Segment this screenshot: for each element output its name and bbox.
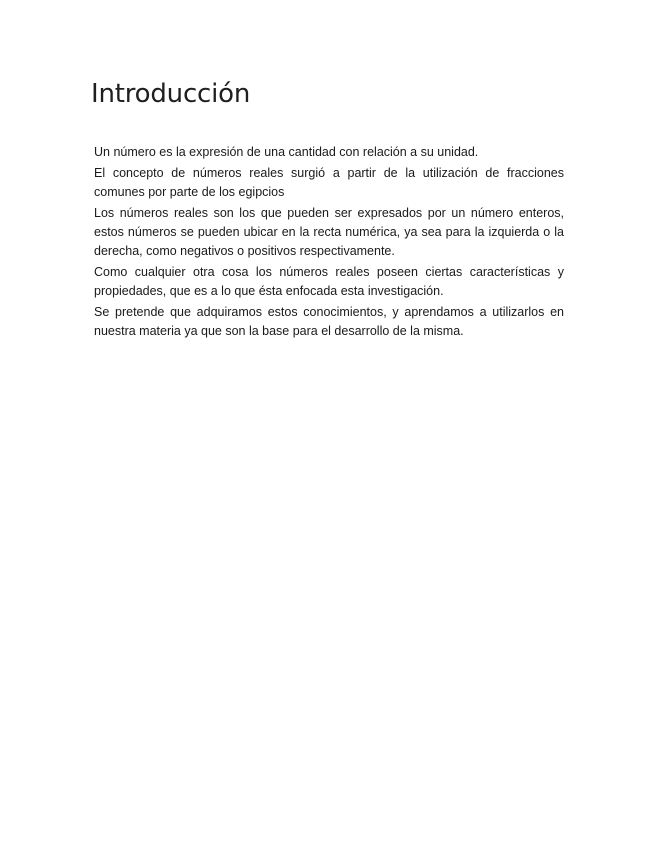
paragraph-4: Como cualquier otra cosa los números reales poseen ciertas características y propiedades, que es a lo que ésta enfocada esta investigación. xyxy=(94,265,564,298)
document-body xyxy=(94,143,564,343)
page-title: Introducción xyxy=(91,79,251,109)
paragraph-3: Los números reales son los que pueden ser expresados por un número enteros, estos números se pueden ubicar en la recta numérica, ya sea para la izquierda o la derecha, como negativos o positivos respectivamente. xyxy=(94,206,564,258)
paragraph-1: Un número es la expresión de una cantidad con relación a su unidad. xyxy=(94,145,479,159)
paragraph-5: Se pretende que adquiramos estos conocimientos, y aprendamos a utilizarlos en nuestra materia ya que son la base para el desarrollo de la misma. xyxy=(94,305,564,338)
paragraph-2: El concepto de números reales surgió a partir de la utilización de fracciones comunes por parte de los egipcios xyxy=(94,166,564,199)
